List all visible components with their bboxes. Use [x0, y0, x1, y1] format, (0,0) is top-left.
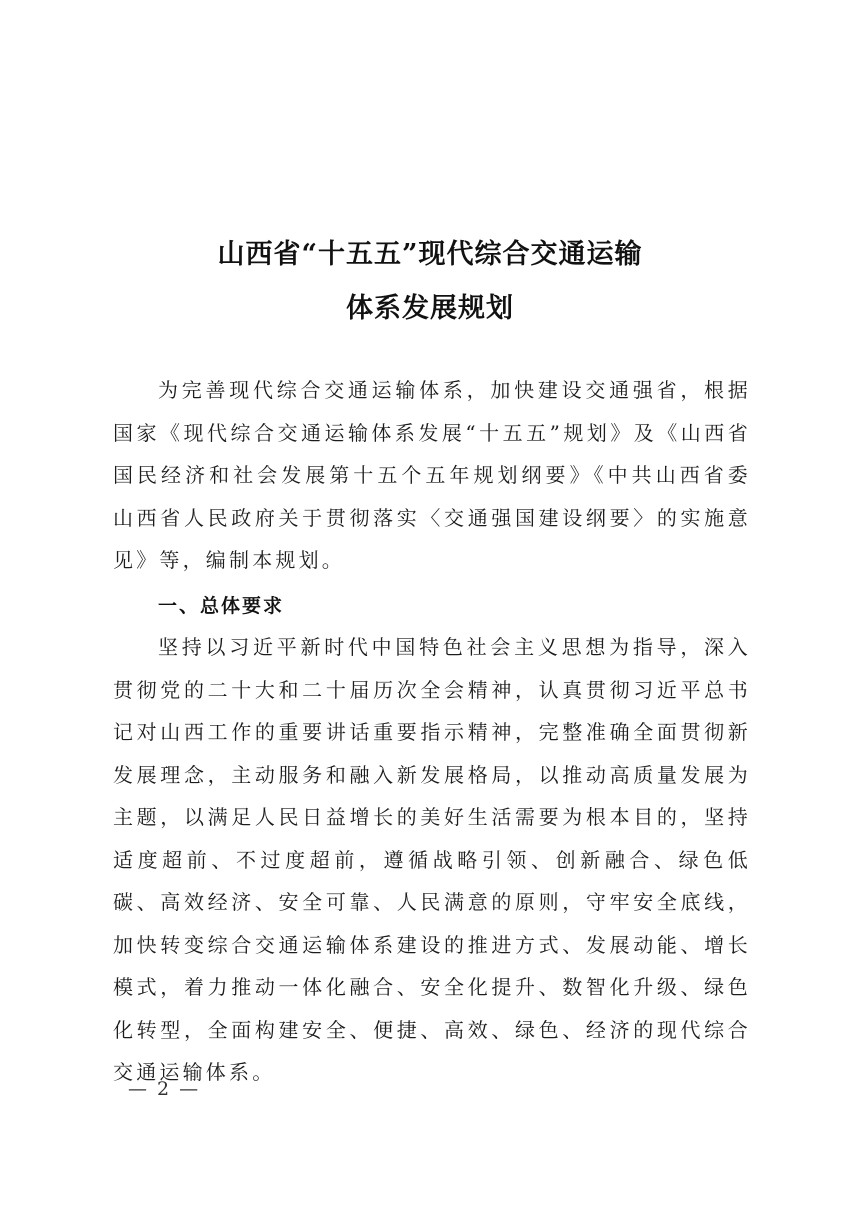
- section-paragraph: 坚持以习近平新时代中国特色社会主义思想为指导，深入贯彻党的二十大和二十届历次全会精神，认真贯彻习近平总书记对山西工作的重要讲话重要指示精神，完整准确全面贯彻新发展理念，主动服务和融入新发展格局，以推动高质量发展为主题，以满足人民日益增长的美好生活需要为根本目的，坚持适度超前、不过度超前，遵循战略引领、创新融合、绿色低碳、高效经济、安全可靠、人民满意的原则，守牢安全底线，加快转变综合交通运输体系建设的推进方式、发展动能、增长模式，着力推动一体化融合、安全化提升、数智化升级、绿色化转型，全面构建安全、便捷、高效、绿色、经济的现代综合交通运输体系。: [113, 635, 751, 1084]
- section-heading: 一、总体要求: [158, 595, 285, 617]
- document-title-line-1: 山西省“十五五”现代综合交通运输: [217, 239, 643, 270]
- document-title-line-2: 体系发展规划: [346, 293, 514, 324]
- intro-paragraph: 为完善现代综合交通运输体系，加快建设交通强省，根据国家《现代综合交通运输体系发展“十五五”规划》及《山西省国民经济和社会发展第十五个五年规划纲要》《中共山西省委 山西省人民政府关于贯彻落实〈交通强国建设纲要〉的实施意见》等，编制本规划。: [113, 378, 775, 572]
- page-number: — 2 —: [128, 1078, 201, 1100]
